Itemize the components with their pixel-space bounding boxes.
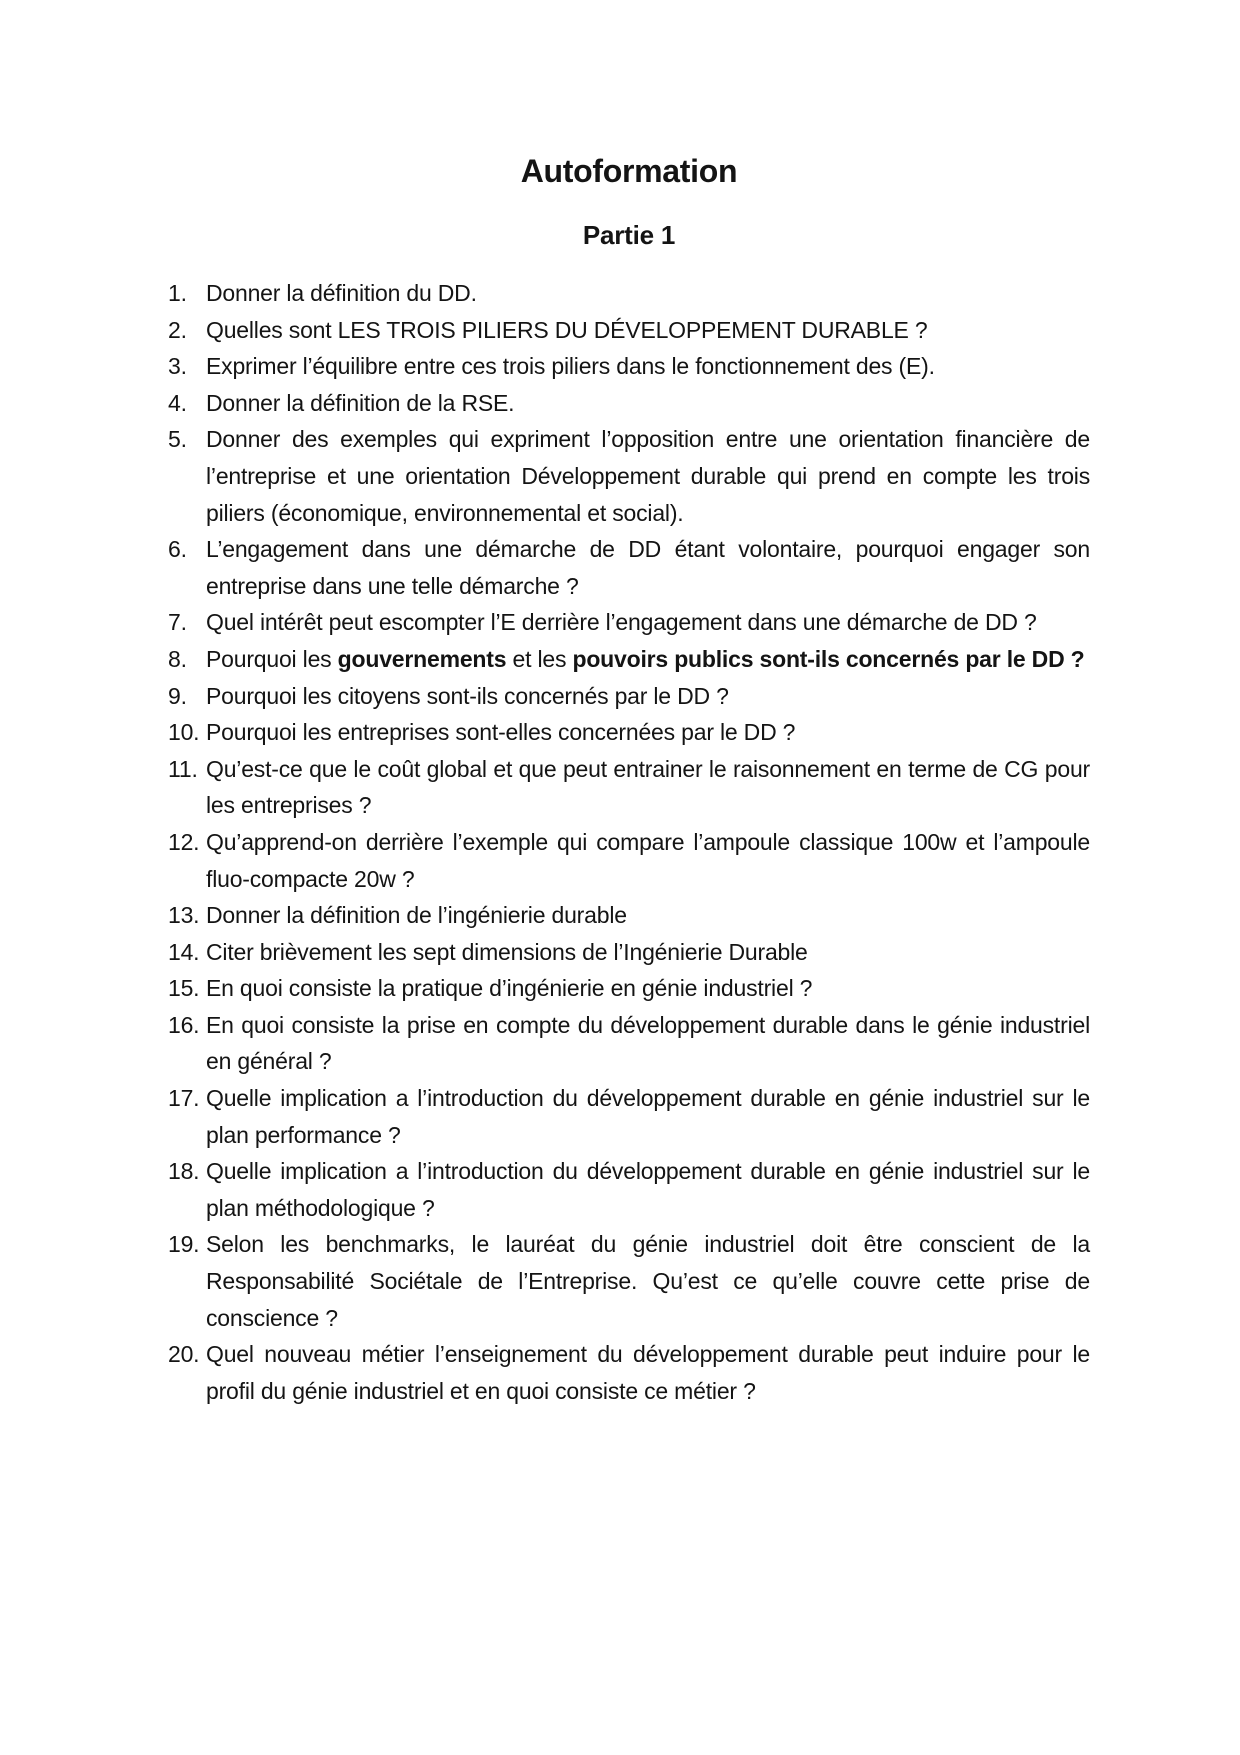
question-text: Donner la définition de la RSE. xyxy=(206,389,515,416)
question-number: 10. xyxy=(168,719,200,746)
question-text-segment: Pourquoi les xyxy=(206,645,338,672)
question-item xyxy=(168,1080,1090,1153)
question-text: Pourquoi les citoyens sont-ils concernés par le DD ? xyxy=(206,682,729,709)
question-number: 6. xyxy=(168,536,187,563)
question-number: 14. xyxy=(168,938,200,965)
question-item xyxy=(168,312,1090,349)
question-text: Quelle implication a l’introduction du développement durable en génie industriel sur le plan performance ? xyxy=(206,1085,1090,1148)
question-number: 2. xyxy=(168,316,187,343)
question-number: 3. xyxy=(168,353,187,380)
question-text: Pourquoi les entreprises sont-elles concernées par le DD ? xyxy=(206,719,796,746)
question-item xyxy=(168,824,1090,897)
question-item xyxy=(168,1007,1090,1080)
question-number: 17. xyxy=(168,1085,200,1112)
question-text: Qu’est-ce que le coût global et que peut entrainer le raisonnement en terme de CG pour les entreprises ? xyxy=(206,755,1090,819)
question-item xyxy=(168,897,1090,934)
question-list xyxy=(168,275,1090,1409)
question-text: Quel intérêt peut escompter l’E derrière l’engagement dans une démarche de DD ? xyxy=(206,609,1037,636)
question-text: Donner des exemples qui expriment l’opposition entre une orientation financière de l’entreprise et une orientation Développement durable qui prend en compte les trois piliers (économique, environnemental et social). xyxy=(206,426,1090,526)
question-text: En quoi consiste la prise en compte du développement durable dans le génie industriel en général ? xyxy=(206,1011,1090,1075)
question-text: Selon les benchmarks, le lauréat du génie industriel doit être conscient de la Responsabilité Sociétale de l’Entreprise. Qu’est ce qu’elle couvre cette prise de conscience ? xyxy=(206,1231,1090,1331)
question-text: L’engagement dans une démarche de DD étant volontaire, pourquoi engager son entreprise dans une telle démarche ? xyxy=(206,536,1090,599)
question-number: 5. xyxy=(168,426,187,453)
question-item xyxy=(168,1226,1090,1336)
question-number: 4. xyxy=(168,389,187,416)
question-item xyxy=(168,604,1090,641)
question-text: En quoi consiste la pratique d’ingénierie en génie industriel ? xyxy=(206,975,813,1002)
question-item xyxy=(168,385,1090,422)
question-item xyxy=(168,1153,1090,1226)
question-number: 16. xyxy=(168,1011,200,1038)
question-item xyxy=(168,714,1090,751)
question-text: Quelle implication a l’introduction du développement durable en génie industriel sur le plan méthodologique ? xyxy=(206,1158,1090,1221)
question-text: Quelles sont LES TROIS PILIERS DU DÉVELOPPEMENT DURABLE ? xyxy=(206,316,928,343)
question-text: Exprimer l’équilibre entre ces trois piliers dans le fonctionnement des (E). xyxy=(206,353,935,380)
question-number: 18. xyxy=(168,1158,200,1185)
question-text: Quel nouveau métier l’enseignement du développement durable peut induire pour le profil du génie industriel et en quoi consiste ce métier ? xyxy=(206,1341,1090,1404)
question-item xyxy=(168,1336,1090,1409)
section-title: Partie 1 xyxy=(582,220,676,250)
question-text: Donner la définition de l’ingénierie durable xyxy=(206,902,627,929)
question-number: 13. xyxy=(168,902,200,929)
question-text-segment-bold: gouvernements xyxy=(337,645,507,672)
question-item xyxy=(168,751,1090,824)
question-number: 1. xyxy=(168,280,187,306)
question-number: 11. xyxy=(168,755,198,782)
question-text: Qu’apprend-on derrière l’exemple qui compare l’ampoule classique 100w et l’ampoule fluo-compacte 20w ? xyxy=(206,828,1090,892)
question-item xyxy=(168,348,1090,385)
question-text: Donner la définition du DD. xyxy=(206,280,477,306)
question-number: 20. xyxy=(168,1341,200,1368)
question-item xyxy=(168,934,1090,971)
document-title: Autoformation xyxy=(520,153,738,189)
question-item xyxy=(168,531,1090,604)
question-number: 12. xyxy=(168,828,200,855)
question-item xyxy=(168,678,1090,715)
question-number: 8. xyxy=(168,645,187,672)
question-number: 9. xyxy=(168,682,187,709)
question-number: 19. xyxy=(168,1231,200,1258)
question-text xyxy=(206,641,1090,678)
question-item xyxy=(168,275,1090,312)
question-text: Citer brièvement les sept dimensions de l’Ingénierie Durable xyxy=(206,938,808,965)
question-text-segment: et les xyxy=(506,645,573,672)
question-item xyxy=(168,421,1090,531)
question-item xyxy=(168,970,1090,1007)
question-number: 7. xyxy=(168,609,187,636)
question-text-segment-bold: pouvoirs publics sont-ils concernés par le DD ? xyxy=(572,645,1085,672)
question-item xyxy=(168,641,1090,678)
question-number: 15. xyxy=(168,975,200,1002)
